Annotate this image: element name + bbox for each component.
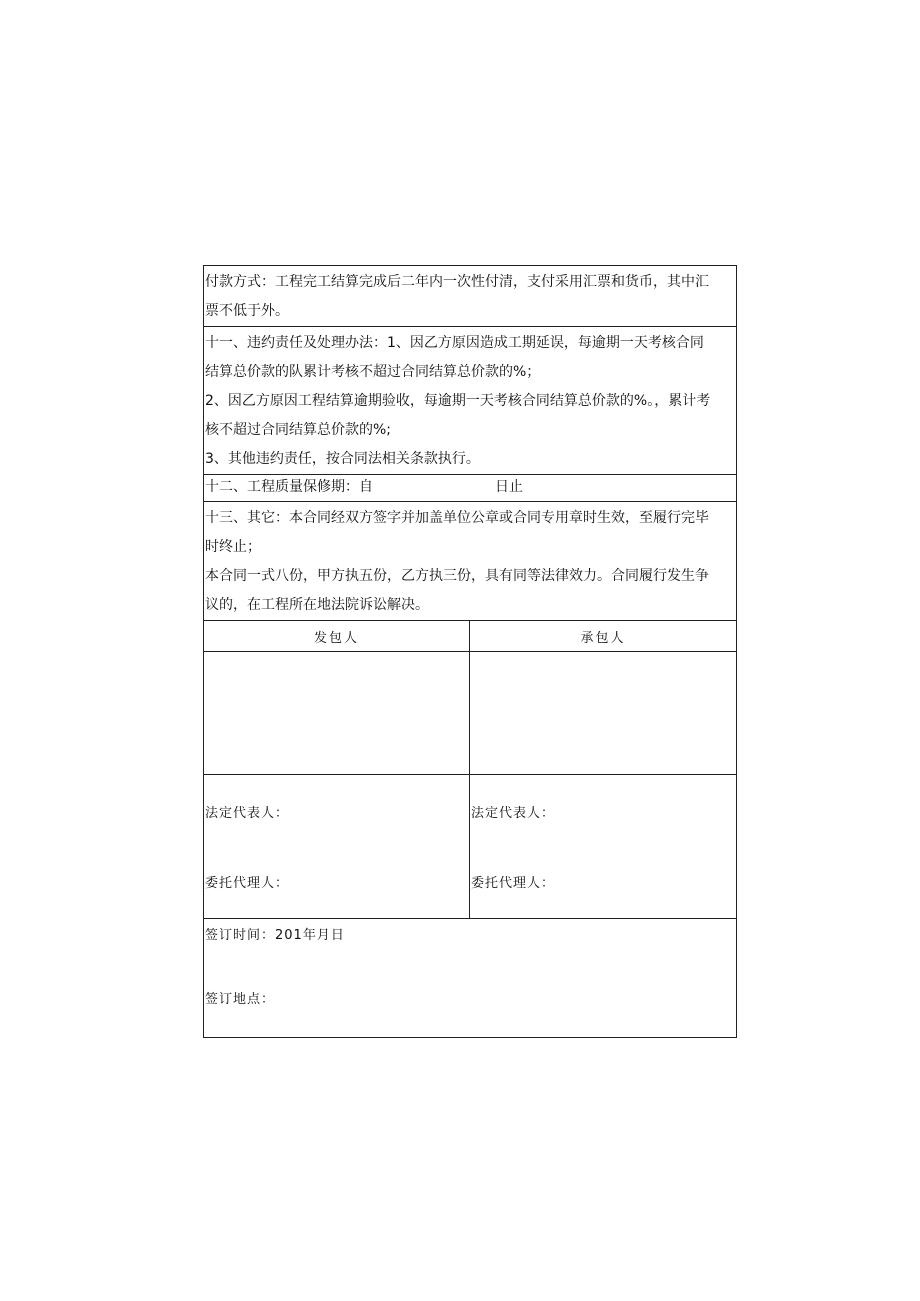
contractor-agent-label: 委托代理人：: [471, 876, 556, 891]
breach-line-1: 十一、违约责任及处理办法：1、因乙方原因造成工期延误，每逾期一天考核合同: [205, 335, 704, 351]
signing-place-label: 签订地点：: [205, 992, 276, 1007]
employer-header: 发包人: [204, 621, 470, 652]
contractor-legal-rep-label: 法定代表人：: [471, 806, 556, 821]
employer-seal-area: [204, 652, 470, 775]
payment-terms-line-2: 票不低于外。: [205, 303, 289, 319]
contractor-representatives-cell: [470, 775, 737, 919]
other-terms-row: [204, 502, 737, 621]
employer-representatives-cell: [204, 775, 470, 919]
breach-line-5: 3、其他违约责任，按合同法相关条款执行。: [205, 451, 480, 467]
warranty-period-line: [205, 475, 735, 499]
breach-liability-cell: [204, 327, 737, 475]
payment-terms-row: [204, 266, 737, 327]
warranty-period-row: [204, 475, 737, 502]
warranty-prefix: 十二、工程质量保修期：自: [205, 479, 373, 495]
employer-legal-rep-label: 法定代表人：: [205, 806, 290, 821]
representatives-row: [204, 775, 737, 919]
breach-line-3: 2、因乙方原因工程结算逾期验收，每逾期一天考核合同结算总价款的%。，累计考: [205, 393, 711, 409]
other-line-2: 时终止；: [205, 539, 261, 555]
signing-time-label: 签订时间：201年月日: [205, 928, 345, 943]
seal-row: [204, 652, 737, 775]
payment-terms-line-1: 付款方式：工程完工结算完成后二年内一次性付清，支付采用汇票和货币，其中汇: [205, 274, 709, 290]
parties-header-row: [204, 621, 737, 652]
other-line-4: 议的，在工程所在地法院诉讼解决。: [205, 597, 429, 613]
breach-liability-row: [204, 327, 737, 475]
contractor-seal-area: [470, 652, 737, 775]
payment-terms-cell: [204, 266, 737, 327]
contract-terms-table: [203, 265, 737, 1038]
other-terms-cell: [204, 502, 737, 621]
warranty-period-cell: [204, 475, 737, 502]
contractor-header: 承包人: [470, 621, 737, 652]
breach-line-4: 核不超过合同结算总价款的%;: [205, 422, 392, 438]
signing-cell: [204, 919, 737, 1038]
signing-row: [204, 919, 737, 1038]
breach-line-2: 结算总价款的队累计考核不超过合同结算总价款的%；: [205, 364, 541, 380]
employer-agent-label: 委托代理人：: [205, 876, 290, 891]
other-line-1: 十三、其它：本合同经双方签字并加盖单位公章或合同专用章时生效，至履行完毕: [205, 510, 709, 526]
warranty-suffix: 日止: [495, 479, 523, 495]
other-line-3: 本合同一式八份，甲方执五份，乙方执三份，具有同等法律效力。合同履行发生争: [205, 568, 709, 584]
